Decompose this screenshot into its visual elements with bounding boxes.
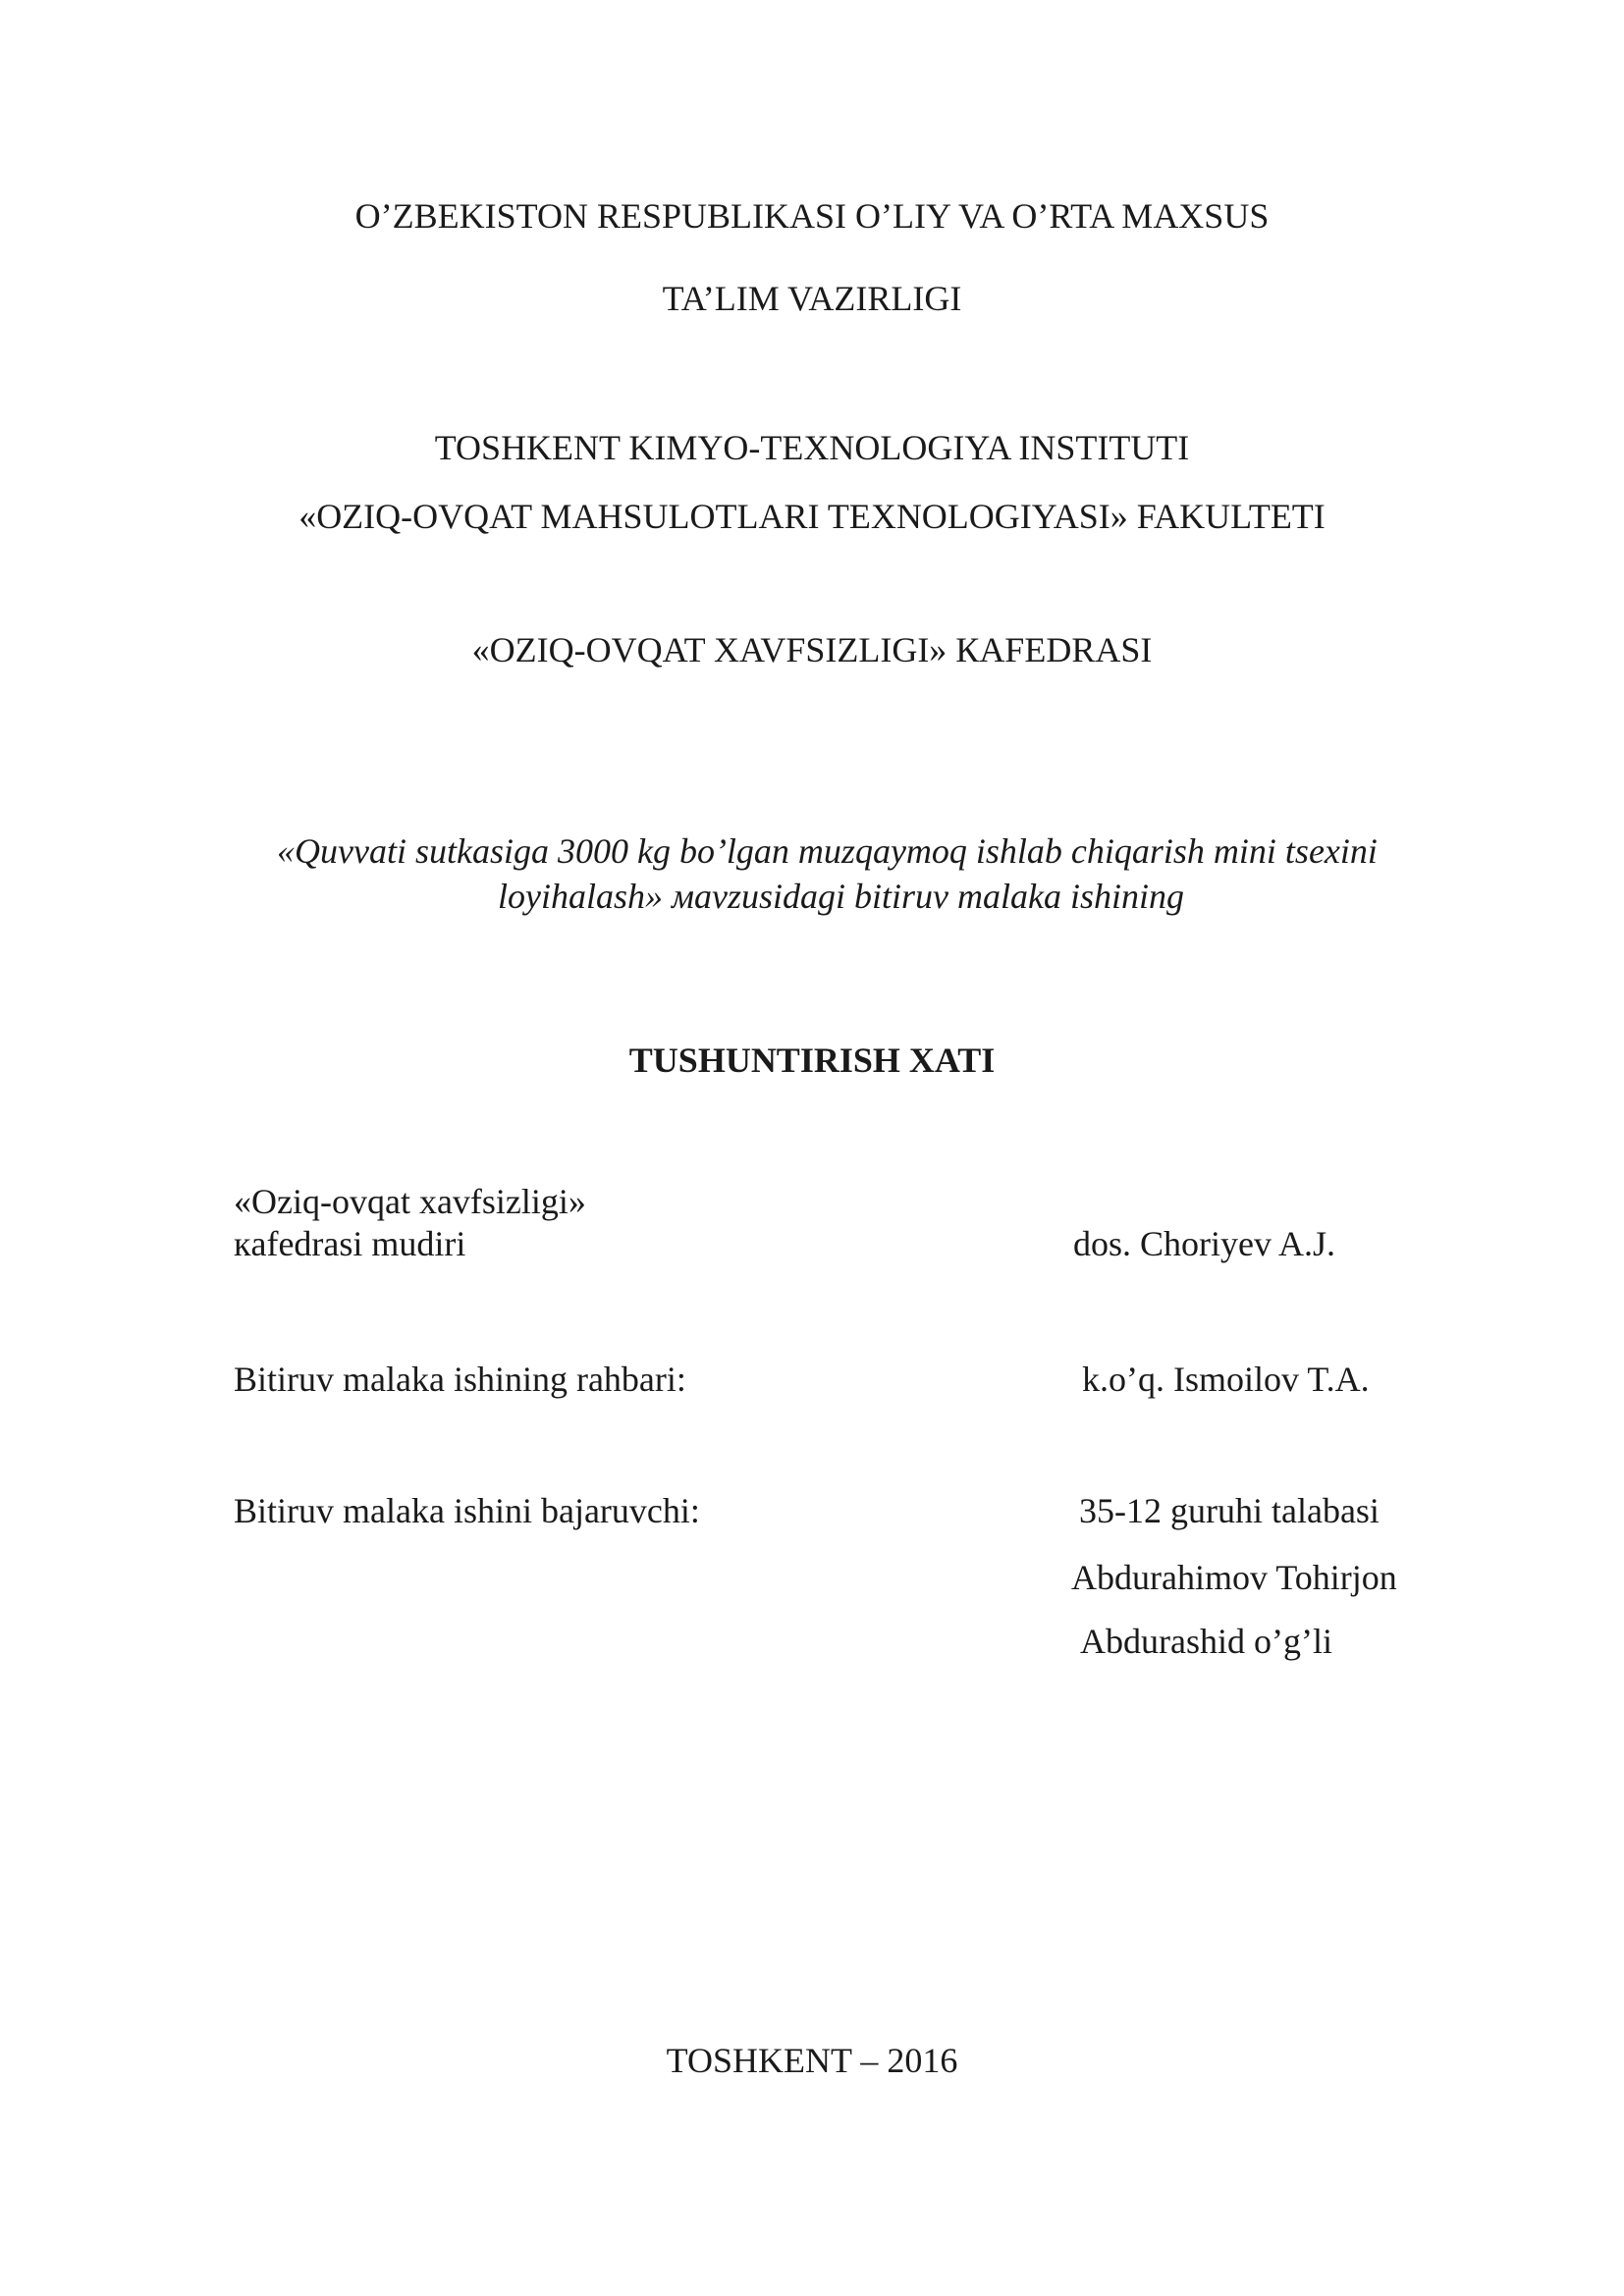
faculty-name: «OZIQ-OVQAT MAHSULOTLARI TEXNOLOGIYASI» FAKULTETI [298, 497, 1326, 536]
head-label-line-2: кafedrasi mudiri [234, 1224, 466, 1263]
performer-group: 35-12 guruhi talabasi [1079, 1491, 1380, 1530]
head-label-line-1: «Oziq-ovqat xavfsizligi» [234, 1182, 586, 1221]
performer-name-1: Abdurahimov Tohirjon [1071, 1558, 1397, 1597]
document-title: TUSHUNTIRISH XATI [628, 1041, 996, 1080]
topic-line-1: «Quvvati sutkasiga 3000 kg bo’lgan muzqaymoq ishlab chiqarish mini tsexini [277, 831, 1378, 871]
ministry-line-2: TA’LIM VAZIRLIGI [662, 279, 962, 318]
city-year: TOSHKENT – 2016 [666, 2041, 958, 2080]
performer-label: Bitiruv malaka ishini bajaruvchi: [234, 1491, 700, 1530]
supervisor-name: k.o’q. Ismoilov T.A. [1082, 1360, 1370, 1399]
performer-name-2: Abdurashid o’g’li [1080, 1622, 1332, 1661]
ministry-line-1: O’ZBEKISTON RESPUBLIKASI O’LIY VA O’RTA MAXSUS [354, 196, 1270, 236]
topic-line-2: loyihalash» мavzusidagi bitiruv malaka ishining [498, 877, 1184, 916]
department-name: «OZIQ-OVQAT XAVFSIZLIGI» КAFEDRASI [471, 630, 1153, 669]
head-name: dos. Choriyev A.J. [1073, 1224, 1336, 1263]
institute-name: TOSHKENT KIMYO-TEXNOLOGIYA INSTITUTI [434, 428, 1190, 467]
supervisor-label: Bitiruv malaka ishining rahbari: [234, 1360, 686, 1399]
